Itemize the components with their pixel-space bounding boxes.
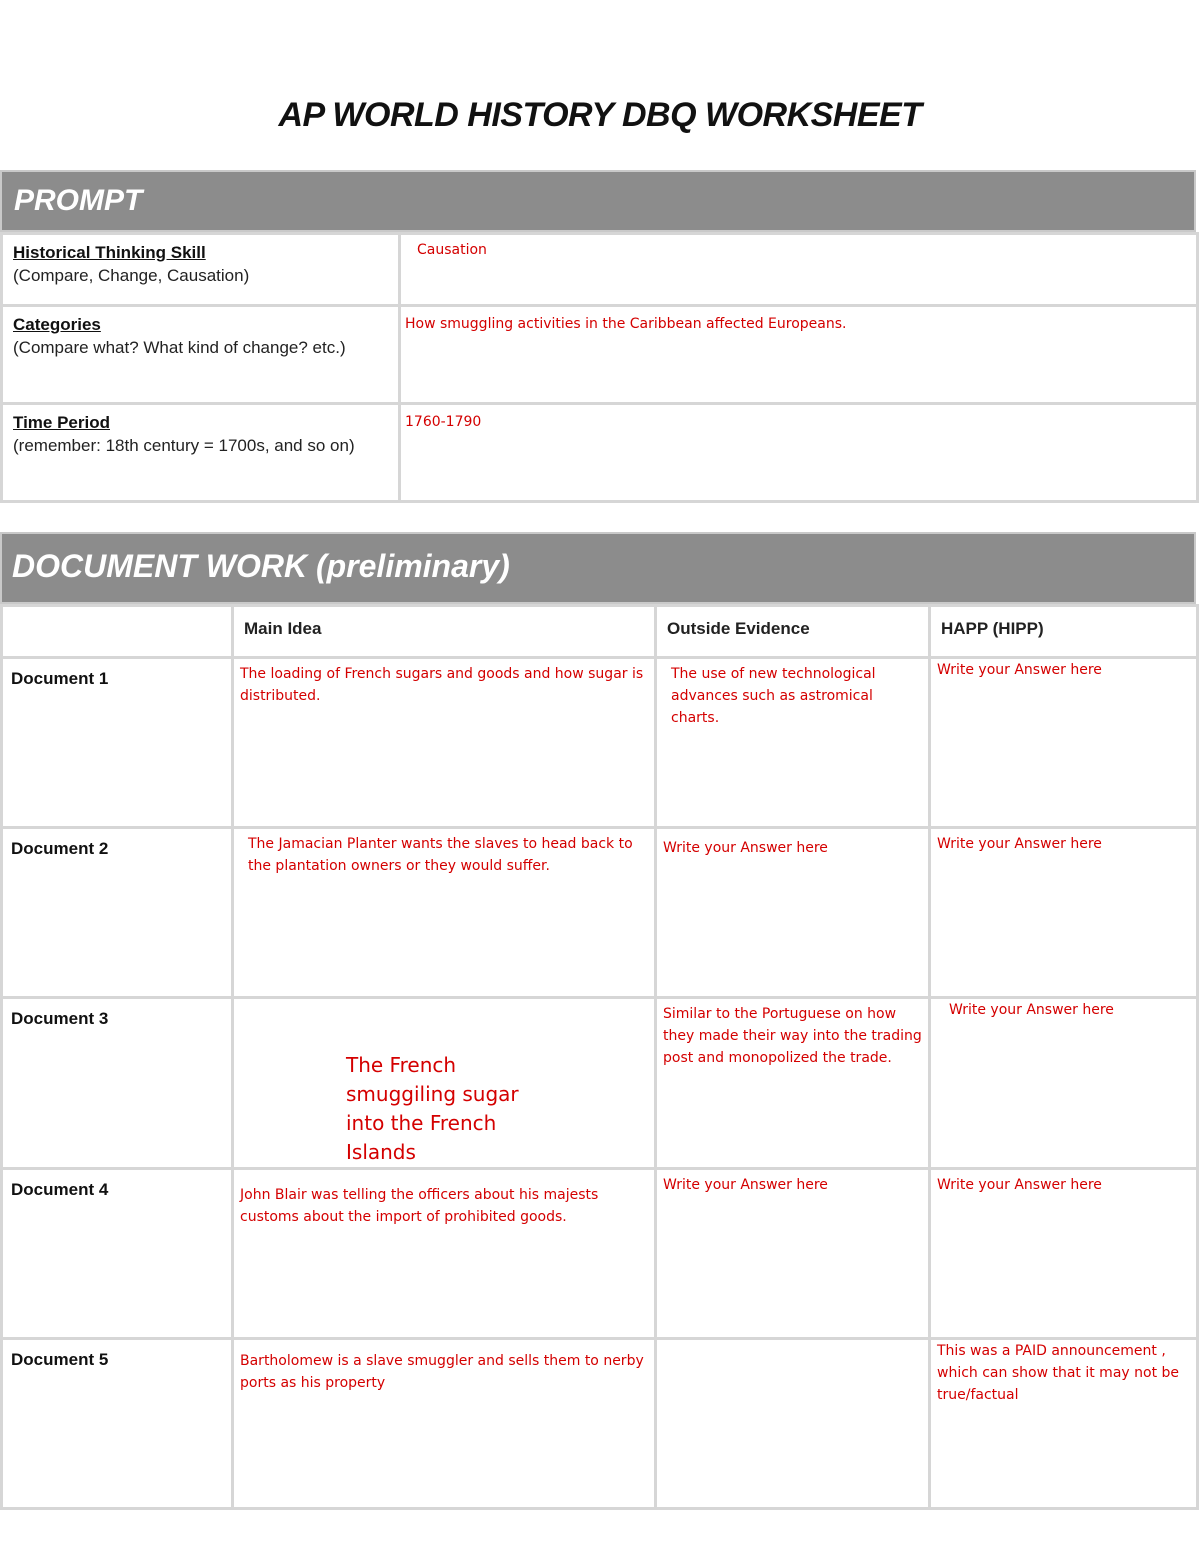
prompt-label-cell	[2, 404, 400, 502]
document-label: Document 3	[2, 998, 233, 1169]
outside-evidence-answer[interactable]: Similar to the Portuguese on how they made their way into the trading post and monopolized the trade.	[663, 1006, 922, 1066]
document-label: Document 1	[2, 658, 233, 828]
document-table-header-row	[2, 606, 1198, 658]
prompt-table	[0, 232, 1199, 503]
main-idea-cell[interactable]	[233, 828, 656, 998]
main-idea-answer[interactable]: The French smuggiling sugar into the French Islands	[346, 1053, 519, 1164]
main-idea-answer[interactable]: Bartholomew is a slave smuggler and sells them to nerby ports as his property	[240, 1353, 644, 1391]
column-header-blank	[2, 606, 233, 658]
prompt-label: Historical Thinking Skill	[13, 243, 206, 262]
happ-answer[interactable]: Write your Answer here	[949, 1002, 1114, 1018]
happ-answer[interactable]: Write your Answer here	[937, 662, 1102, 678]
document-row-2	[2, 828, 1198, 998]
outside-evidence-cell[interactable]	[656, 1339, 930, 1509]
document-work-table	[0, 604, 1199, 1510]
prompt-label-hint: (remember: 18th century = 1700s, and so on)	[13, 436, 355, 455]
outside-evidence-answer[interactable]: Write your Answer here	[663, 840, 828, 856]
prompt-label-hint: (Compare what? What kind of change? etc.)	[13, 338, 346, 357]
prompt-label-cell	[2, 234, 400, 306]
prompt-answer-cell[interactable]	[400, 306, 1198, 404]
prompt-answer[interactable]: Causation	[417, 242, 487, 258]
prompt-answer-cell[interactable]	[400, 234, 1198, 306]
prompt-row-time-period	[2, 404, 1198, 502]
column-header-main-idea: Main Idea	[233, 606, 656, 658]
main-idea-answer[interactable]: The loading of French sugars and goods and how sugar is distributed.	[240, 666, 644, 704]
happ-answer[interactable]: This was a PAID announcement , which can show that it may not be true/factual	[937, 1343, 1180, 1403]
happ-cell[interactable]	[930, 828, 1198, 998]
main-idea-cell[interactable]	[233, 1339, 656, 1509]
happ-cell[interactable]	[930, 1339, 1198, 1509]
document-row-3	[2, 998, 1198, 1169]
outside-evidence-answer[interactable]: Write your Answer here	[663, 1177, 828, 1193]
main-idea-cell[interactable]	[233, 998, 656, 1169]
prompt-row-skill	[2, 234, 1198, 306]
happ-answer[interactable]: Write your Answer here	[937, 1177, 1102, 1193]
happ-answer[interactable]: Write your Answer here	[937, 836, 1102, 852]
prompt-answer[interactable]: 1760-1790	[405, 414, 482, 430]
column-header-happ: HAPP (HIPP)	[930, 606, 1198, 658]
document-row-5	[2, 1339, 1198, 1509]
document-label: Document 4	[2, 1169, 233, 1339]
main-idea-cell[interactable]	[233, 658, 656, 828]
worksheet-title: AP WORLD HISTORY DBQ WORKSHEET	[278, 96, 922, 134]
document-work-section-header: DOCUMENT WORK (preliminary)	[0, 532, 1196, 604]
outside-evidence-cell[interactable]	[656, 828, 930, 998]
happ-cell[interactable]	[930, 998, 1198, 1169]
outside-evidence-cell[interactable]	[656, 658, 930, 828]
prompt-answer[interactable]: How smuggling activities in the Caribbean affected Europeans.	[405, 316, 847, 332]
happ-cell[interactable]	[930, 1169, 1198, 1339]
document-row-4	[2, 1169, 1198, 1339]
column-header-outside-evidence: Outside Evidence	[656, 606, 930, 658]
main-idea-answer[interactable]: John Blair was telling the officers about his majests customs about the import of prohibited goods.	[240, 1187, 599, 1225]
outside-evidence-answer[interactable]: The use of new technological advances such as astromical charts.	[671, 666, 876, 726]
document-label: Document 5	[2, 1339, 233, 1509]
prompt-answer-cell[interactable]	[400, 404, 1198, 502]
main-idea-cell[interactable]	[233, 1169, 656, 1339]
prompt-row-categories	[2, 306, 1198, 404]
document-label: Document 2	[2, 828, 233, 998]
prompt-label-cell	[2, 306, 400, 404]
outside-evidence-cell[interactable]	[656, 998, 930, 1169]
prompt-section-header: PROMPT	[0, 170, 1196, 232]
prompt-label-hint: (Compare, Change, Causation)	[13, 266, 250, 285]
prompt-label: Time Period	[13, 413, 110, 432]
document-row-1	[2, 658, 1198, 828]
happ-cell[interactable]	[930, 658, 1198, 828]
main-idea-answer[interactable]: The Jamacian Planter wants the slaves to head back to the plantation owners or they would suffer.	[248, 836, 633, 874]
outside-evidence-cell[interactable]	[656, 1169, 930, 1339]
prompt-label: Categories	[13, 315, 101, 334]
